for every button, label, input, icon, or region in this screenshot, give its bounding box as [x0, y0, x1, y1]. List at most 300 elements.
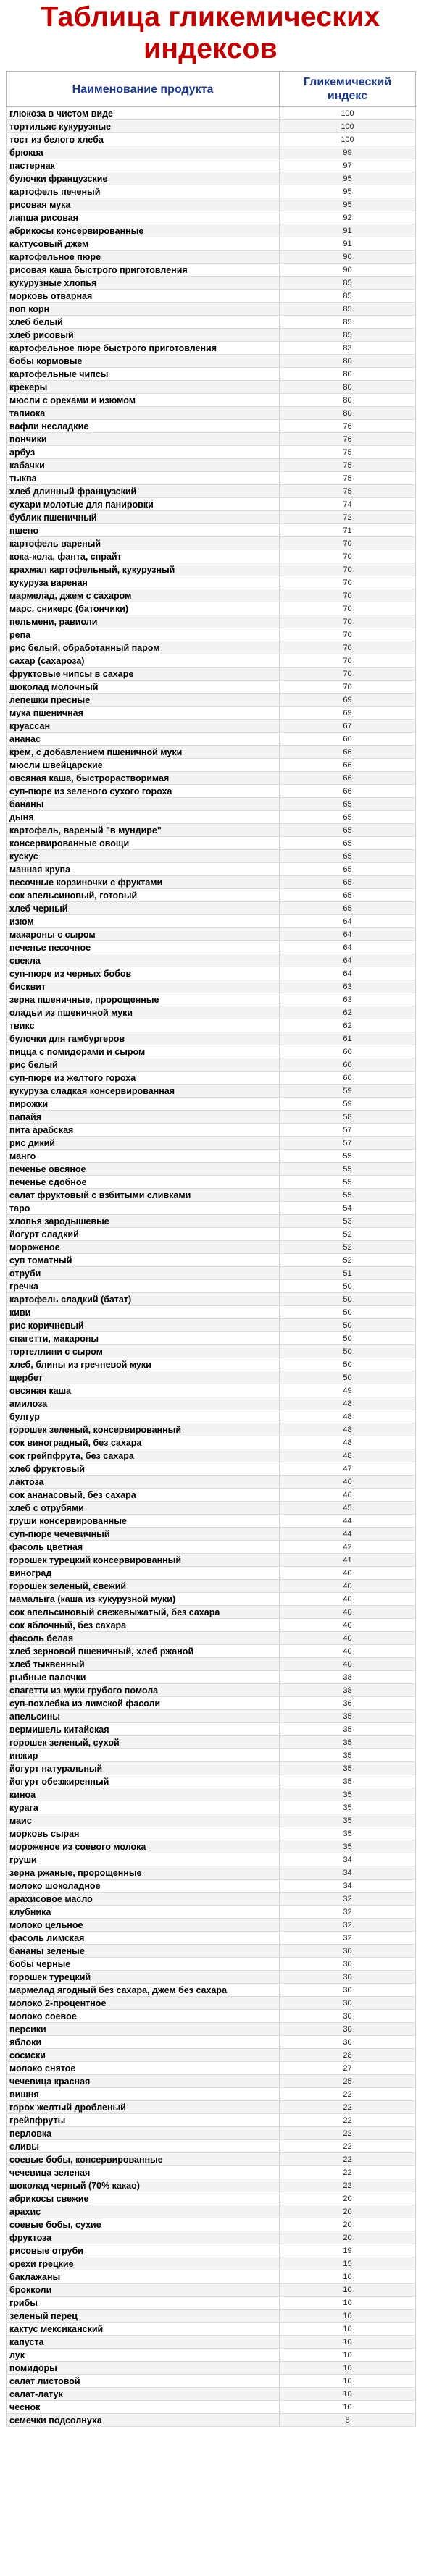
product-name-cell: амилоза — [7, 1397, 280, 1410]
glycemic-index-cell: 55 — [280, 1176, 416, 1189]
table-row — [7, 1228, 416, 1241]
glycemic-index-cell: 10 — [280, 2284, 416, 2297]
glycemic-index-cell: 22 — [280, 2140, 416, 2153]
table-row — [7, 2218, 416, 2231]
table-row — [7, 1384, 416, 1397]
product-name-cell: виноград — [7, 1567, 280, 1580]
product-name-cell: салат-латук — [7, 2388, 280, 2401]
glycemic-index-cell: 80 — [280, 407, 416, 420]
product-name-cell: грибы — [7, 2297, 280, 2310]
glycemic-index-cell: 70 — [280, 563, 416, 576]
glycemic-index-cell: 69 — [280, 707, 416, 720]
product-name-cell: картофельное пюре — [7, 251, 280, 264]
glycemic-index-cell: 10 — [280, 2375, 416, 2388]
table-row — [7, 159, 416, 172]
product-name-cell: клубника — [7, 1906, 280, 1919]
table-row — [7, 785, 416, 798]
table-row — [7, 1775, 416, 1788]
product-name-cell: изюм — [7, 915, 280, 928]
product-name-cell: картофельное пюре быстрого приготовления — [7, 342, 280, 355]
product-name-cell: хлеб рисовый — [7, 329, 280, 342]
product-name-cell: марс, сникерс (батончики) — [7, 602, 280, 615]
glycemic-index-cell: 76 — [280, 420, 416, 433]
table-row — [7, 2153, 416, 2166]
glycemic-index-cell: 55 — [280, 1150, 416, 1163]
product-name-cell: вермишель китайская — [7, 1723, 280, 1736]
table-row — [7, 798, 416, 811]
table-row — [7, 1345, 416, 1358]
glycemic-index-cell: 10 — [280, 2401, 416, 2414]
product-name-cell: хлопья зародышевые — [7, 1215, 280, 1228]
product-name-cell: консервированные овощи — [7, 837, 280, 850]
product-name-cell: йогурт сладкий — [7, 1228, 280, 1241]
table-row — [7, 1645, 416, 1658]
table-row — [7, 1072, 416, 1085]
glycemic-index-cell: 75 — [280, 485, 416, 498]
table-row — [7, 2205, 416, 2218]
table-row — [7, 681, 416, 694]
glycemic-index-cell: 70 — [280, 550, 416, 563]
table-row — [7, 576, 416, 589]
product-name-cell: молоко снятое — [7, 2062, 280, 2075]
table-row — [7, 1932, 416, 1945]
table-row — [7, 1032, 416, 1045]
glycemic-index-cell: 54 — [280, 1202, 416, 1215]
product-name-cell: фруктоза — [7, 2231, 280, 2244]
product-name-cell: пельмени, равиоли — [7, 615, 280, 628]
table-row — [7, 1684, 416, 1697]
glycemic-index-cell: 70 — [280, 668, 416, 681]
table-row — [7, 1332, 416, 1345]
table-row — [7, 1241, 416, 1254]
glycemic-index-cell: 64 — [280, 967, 416, 980]
glycemic-index-cell: 47 — [280, 1462, 416, 1476]
glycemic-index-cell: 30 — [280, 1958, 416, 1971]
glycemic-index-cell: 76 — [280, 433, 416, 446]
table-row — [7, 733, 416, 746]
table-row — [7, 224, 416, 237]
table-row — [7, 902, 416, 915]
glycemic-index-cell: 62 — [280, 1019, 416, 1032]
product-name-cell: горошек зеленый, сухой — [7, 1736, 280, 1749]
glycemic-index-cell: 40 — [280, 1619, 416, 1632]
table-row — [7, 2244, 416, 2257]
product-name-cell: папайя — [7, 1111, 280, 1124]
glycemic-index-cell: 48 — [280, 1423, 416, 1436]
index-header-line-2: индекс — [327, 90, 368, 102]
glycemic-index-cell: 70 — [280, 576, 416, 589]
table-row — [7, 2349, 416, 2362]
glycemic-index-cell: 40 — [280, 1580, 416, 1593]
glycemic-index-cell: 15 — [280, 2257, 416, 2270]
product-name-cell: йогурт обезжиренный — [7, 1775, 280, 1788]
table-row — [7, 1528, 416, 1541]
table-row — [7, 368, 416, 381]
glycemic-index-cell: 22 — [280, 2179, 416, 2192]
table-row — [7, 2310, 416, 2323]
glycemic-index-cell: 67 — [280, 720, 416, 733]
table-row — [7, 1971, 416, 1984]
product-name-cell: маис — [7, 1814, 280, 1827]
glycemic-index-cell: 65 — [280, 798, 416, 811]
glycemic-index-cell: 66 — [280, 733, 416, 746]
product-name-cell: тортеллини с сыром — [7, 1345, 280, 1358]
glycemic-index-cell: 35 — [280, 1762, 416, 1775]
product-name-cell: ананас — [7, 733, 280, 746]
glycemic-index-cell: 34 — [280, 1880, 416, 1893]
table-row — [7, 1489, 416, 1502]
table-row — [7, 472, 416, 485]
product-name-cell: суп-пюре из желтого гороха — [7, 1072, 280, 1085]
glycemic-index-cell: 48 — [280, 1449, 416, 1462]
glycemic-index-cell: 65 — [280, 811, 416, 824]
table-row — [7, 1541, 416, 1554]
glycemic-index-cell: 10 — [280, 2323, 416, 2336]
glycemic-index-cell: 85 — [280, 329, 416, 342]
table-row — [7, 2375, 416, 2388]
table-row — [7, 1098, 416, 1111]
glycemic-index-cell: 25 — [280, 2075, 416, 2088]
product-name-cell: суп-похлебка из лимской фасоли — [7, 1697, 280, 1710]
table-row — [7, 1801, 416, 1814]
glycemic-index-cell: 61 — [280, 1032, 416, 1045]
product-name-cell: бисквит — [7, 980, 280, 993]
glycemic-index-cell: 66 — [280, 759, 416, 772]
glycemic-index-cell: 100 — [280, 133, 416, 146]
product-name-cell: суп-пюре чечевичный — [7, 1528, 280, 1541]
product-name-cell: баклажаны — [7, 2270, 280, 2284]
glycemic-index-cell: 70 — [280, 628, 416, 641]
product-name-cell: киви — [7, 1306, 280, 1319]
product-name-cell: булочки для гамбургеров — [7, 1032, 280, 1045]
table-row — [7, 537, 416, 550]
glycemic-index-cell: 70 — [280, 537, 416, 550]
table-row — [7, 2023, 416, 2036]
glycemic-index-cell: 30 — [280, 1945, 416, 1958]
product-name-cell: тост из белого хлеба — [7, 133, 280, 146]
glycemic-index-cell: 35 — [280, 1749, 416, 1762]
product-name-cell: круассан — [7, 720, 280, 733]
table-row — [7, 1710, 416, 1723]
product-name-cell: лук — [7, 2349, 280, 2362]
product-name-cell: тыква — [7, 472, 280, 485]
product-name-cell: сок грейпфрута, без сахара — [7, 1449, 280, 1462]
table-row — [7, 2362, 416, 2375]
glycemic-index-cell: 35 — [280, 1775, 416, 1788]
product-name-cell: рыбные палочки — [7, 1671, 280, 1684]
table-row — [7, 1306, 416, 1319]
table-row — [7, 837, 416, 850]
table-row — [7, 993, 416, 1006]
product-name-cell: чечевица зеленая — [7, 2166, 280, 2179]
glycemic-index-cell: 100 — [280, 107, 416, 120]
product-name-cell: картофель вареный — [7, 537, 280, 550]
table-row — [7, 1762, 416, 1775]
product-name-cell: мука пшеничная — [7, 707, 280, 720]
product-name-cell: оладьи из пшеничной муки — [7, 1006, 280, 1019]
product-name-cell: щербет — [7, 1371, 280, 1384]
glycemic-index-cell: 10 — [280, 2349, 416, 2362]
product-name-cell: дыня — [7, 811, 280, 824]
table-row — [7, 824, 416, 837]
glycemic-index-cell: 32 — [280, 1919, 416, 1932]
product-name-cell: манная крупа — [7, 863, 280, 876]
title-line-1: Таблица гликемических — [41, 1, 380, 33]
table-row — [7, 967, 416, 980]
table-row — [7, 2049, 416, 2062]
glycemic-index-cell: 48 — [280, 1410, 416, 1423]
table-row — [7, 133, 416, 146]
product-name-cell: киноа — [7, 1788, 280, 1801]
product-name-cell: мамалыга (каша из кукурузной муки) — [7, 1593, 280, 1606]
glycemic-index-cell: 34 — [280, 1866, 416, 1880]
table-row — [7, 2062, 416, 2075]
glycemic-index-cell: 27 — [280, 2062, 416, 2075]
product-name-cell: суп томатный — [7, 1254, 280, 1267]
glycemic-index-cell: 20 — [280, 2218, 416, 2231]
product-name-cell: мороженое — [7, 1241, 280, 1254]
table-row — [7, 668, 416, 681]
table-row — [7, 2414, 416, 2427]
glycemic-index-cell: 48 — [280, 1436, 416, 1449]
product-name-cell: картофельные чипсы — [7, 368, 280, 381]
glycemic-index-cell: 52 — [280, 1254, 416, 1267]
table-row — [7, 1045, 416, 1058]
glycemic-index-cell: 80 — [280, 381, 416, 394]
glycemic-index-cell: 75 — [280, 459, 416, 472]
product-name-cell: тапиока — [7, 407, 280, 420]
table-row — [7, 1619, 416, 1632]
product-name-cell: хлеб, блины из гречневой муки — [7, 1358, 280, 1371]
table-row — [7, 1788, 416, 1801]
product-name-cell: мюсли с орехами и изюмом — [7, 394, 280, 407]
table-row — [7, 707, 416, 720]
glycemic-index-cell: 35 — [280, 1827, 416, 1840]
product-name-cell: суп-пюре из черных бобов — [7, 967, 280, 980]
table-row — [7, 120, 416, 133]
title-line-2: индексов — [143, 33, 278, 64]
table-row — [7, 1137, 416, 1150]
product-name-cell: хлеб черный — [7, 902, 280, 915]
table-row — [7, 1267, 416, 1280]
table-row — [7, 954, 416, 967]
table-row — [7, 2297, 416, 2310]
product-name-cell: картофель печеный — [7, 185, 280, 198]
product-name-cell: рисовые отруби — [7, 2244, 280, 2257]
table-row — [7, 2101, 416, 2114]
table-row — [7, 329, 416, 342]
table-row — [7, 198, 416, 211]
table-row — [7, 277, 416, 290]
glycemic-index-cell: 30 — [280, 2023, 416, 2036]
index-header-line-1: Гликемический — [303, 76, 392, 88]
product-name-cell: бананы — [7, 798, 280, 811]
product-name-cell: картофель, вареный "в мундире" — [7, 824, 280, 837]
glycemic-index-cell: 28 — [280, 2049, 416, 2062]
table-row — [7, 459, 416, 472]
glycemic-index-cell: 85 — [280, 316, 416, 329]
glycemic-index-cell: 22 — [280, 2088, 416, 2101]
glycemic-index-cell: 64 — [280, 915, 416, 928]
glycemic-index-cell: 53 — [280, 1215, 416, 1228]
glycemic-index-cell: 40 — [280, 1593, 416, 1606]
glycemic-index-cell: 55 — [280, 1189, 416, 1202]
product-name-cell: брокколи — [7, 2284, 280, 2297]
product-name-cell: поп корн — [7, 303, 280, 316]
glycemic-index-cell: 35 — [280, 1710, 416, 1723]
product-name-cell: хлеб белый — [7, 316, 280, 329]
product-name-cell: бобы кормовые — [7, 355, 280, 368]
table-row — [7, 381, 416, 394]
table-row — [7, 524, 416, 537]
glycemic-index-cell: 50 — [280, 1306, 416, 1319]
product-name-cell: молоко цельное — [7, 1919, 280, 1932]
table-row — [7, 980, 416, 993]
product-name-cell: рис белый — [7, 1058, 280, 1072]
product-name-cell: булочки французские — [7, 172, 280, 185]
product-name-cell: шоколад молочный — [7, 681, 280, 694]
glycemic-index-cell: 95 — [280, 172, 416, 185]
table-header-row — [7, 72, 416, 107]
table-row — [7, 1423, 416, 1436]
glycemic-index-cell: 44 — [280, 1528, 416, 1541]
table-row — [7, 1658, 416, 1671]
glycemic-index-cell: 95 — [280, 185, 416, 198]
product-name-cell: булгур — [7, 1410, 280, 1423]
product-name-cell: пита арабская — [7, 1124, 280, 1137]
product-name-cell: мюсли швейцарские — [7, 759, 280, 772]
product-name-cell: перловка — [7, 2127, 280, 2140]
glycemic-index-cell: 35 — [280, 1814, 416, 1827]
product-name-cell: кактусовый джем — [7, 237, 280, 251]
product-name-cell: овсяная каша, быстрорастворимая — [7, 772, 280, 785]
glycemic-index-cell: 52 — [280, 1228, 416, 1241]
table-row — [7, 1163, 416, 1176]
product-name-cell: мармелад ягодный без сахара, джем без сахара — [7, 1984, 280, 1997]
glycemic-index-cell: 91 — [280, 237, 416, 251]
product-name-cell: картофель сладкий (батат) — [7, 1293, 280, 1306]
table-row — [7, 1319, 416, 1332]
glycemic-index-cell: 100 — [280, 120, 416, 133]
table-body — [7, 107, 416, 2427]
product-name-cell: шоколад черный (70% какао) — [7, 2179, 280, 2192]
table-row — [7, 1410, 416, 1423]
glycemic-index-cell: 32 — [280, 1906, 416, 1919]
glycemic-index-cell: 20 — [280, 2192, 416, 2205]
table-row — [7, 2036, 416, 2049]
product-name-cell: зерна ржаные, пророщенные — [7, 1866, 280, 1880]
table-row — [7, 146, 416, 159]
product-name-cell: персики — [7, 2023, 280, 2036]
table-row — [7, 2179, 416, 2192]
glycemic-index-cell: 35 — [280, 1801, 416, 1814]
glycemic-index-cell: 41 — [280, 1554, 416, 1567]
glycemic-index-cell: 30 — [280, 1971, 416, 1984]
product-name-cell: крем, с добавлением пшеничной муки — [7, 746, 280, 759]
table-row — [7, 628, 416, 641]
product-name-cell: кока-кола, фанта, спрайт — [7, 550, 280, 563]
glycemic-index-cell: 65 — [280, 837, 416, 850]
product-name-cell: манго — [7, 1150, 280, 1163]
table-row — [7, 2388, 416, 2401]
glycemic-index-cell: 59 — [280, 1098, 416, 1111]
product-name-cell: пирожки — [7, 1098, 280, 1111]
table-row — [7, 1997, 416, 2010]
glycemic-index-cell: 46 — [280, 1489, 416, 1502]
glycemic-index-cell: 70 — [280, 654, 416, 668]
product-name-cell: кускус — [7, 850, 280, 863]
product-name-cell: брюква — [7, 146, 280, 159]
glycemic-index-cell: 22 — [280, 2101, 416, 2114]
product-name-cell: горошек турецкий консервированный — [7, 1554, 280, 1567]
product-name-cell: молоко шоколадное — [7, 1880, 280, 1893]
table-row — [7, 1749, 416, 1762]
table-row — [7, 1124, 416, 1137]
product-name-cell: хлеб зерновой пшеничный, хлеб ржаной — [7, 1645, 280, 1658]
glycemic-index-cell: 65 — [280, 850, 416, 863]
table-row — [7, 1866, 416, 1880]
glycemic-index-cell: 71 — [280, 524, 416, 537]
table-row — [7, 407, 416, 420]
product-name-cell: арбуз — [7, 446, 280, 459]
table-row — [7, 2231, 416, 2244]
product-name-cell: инжир — [7, 1749, 280, 1762]
product-header-label: Наименование продукта — [72, 83, 214, 96]
table-row — [7, 2127, 416, 2140]
table-row — [7, 889, 416, 902]
product-name-cell: вафли несладкие — [7, 420, 280, 433]
table-row — [7, 1984, 416, 1997]
table-row — [7, 1502, 416, 1515]
glycemic-index-cell: 85 — [280, 277, 416, 290]
glycemic-index-cell: 50 — [280, 1358, 416, 1371]
product-name-cell: сок апельсиновый свежевыжатый, без сахара — [7, 1606, 280, 1619]
product-name-cell: апельсины — [7, 1710, 280, 1723]
table-row — [7, 1893, 416, 1906]
table-row — [7, 1515, 416, 1528]
product-name-cell: макароны с сыром — [7, 928, 280, 941]
table-row — [7, 185, 416, 198]
table-row — [7, 2401, 416, 2414]
table-row — [7, 615, 416, 628]
glycemic-index-cell: 57 — [280, 1137, 416, 1150]
table-row — [7, 772, 416, 785]
glycemic-index-cell: 50 — [280, 1332, 416, 1345]
glycemic-index-cell: 75 — [280, 472, 416, 485]
table-row — [7, 511, 416, 524]
table-row — [7, 1606, 416, 1619]
glycemic-index-cell: 90 — [280, 264, 416, 277]
table-row — [7, 2166, 416, 2179]
product-name-cell: яблоки — [7, 2036, 280, 2049]
product-name-cell: соевые бобы, сухие — [7, 2218, 280, 2231]
product-name-cell: сливы — [7, 2140, 280, 2153]
product-name-cell: сок виноградный, без сахара — [7, 1436, 280, 1449]
table-row — [7, 446, 416, 459]
product-name-cell: салат листовой — [7, 2375, 280, 2388]
glycemic-index-cell: 40 — [280, 1645, 416, 1658]
glycemic-index-cell: 90 — [280, 251, 416, 264]
glycemic-index-cell: 22 — [280, 2127, 416, 2140]
glycemic-index-cell: 10 — [280, 2336, 416, 2349]
table-row — [7, 1840, 416, 1853]
glycemic-index-cell: 10 — [280, 2388, 416, 2401]
product-name-cell: мармелад, джем с сахаром — [7, 589, 280, 602]
table-row — [7, 876, 416, 889]
table-row — [7, 1280, 416, 1293]
product-name-cell: спагетти из муки грубого помола — [7, 1684, 280, 1697]
glycemic-index-cell: 65 — [280, 902, 416, 915]
